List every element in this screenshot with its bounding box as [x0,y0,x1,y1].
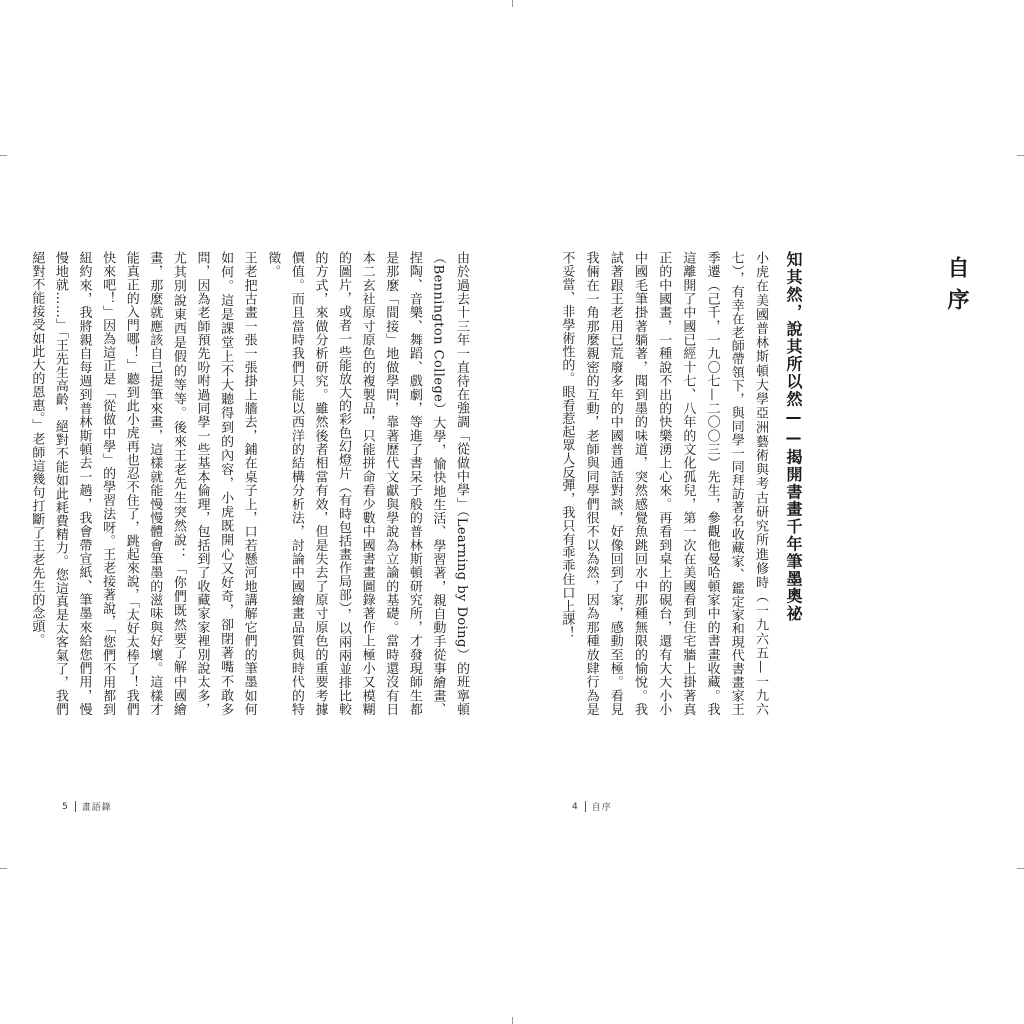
page-footer [62,800,112,813]
body-paragraph: 王老把古畫一張一張掛上牆去，鋪在桌子上，口若懸河地講解它們的筆墨如何如何。這是課堂上不大聽得到的內容，小虎既開心又好奇，卻閉著嘴不敢多問，因為老師預先吩咐過同學一些基本倫理，包括到了收藏家家裡別說太多，尤其別說東西是假的等等。後來王老先生突然說：「你們既然要了解中國繪畫，那麼就應該自己提筆來畫，這樣就能慢慢體會筆墨的滋味與好壞。這樣才能真正的入門哪！」聽到此小虎再也忍不住了，跳起來說，「太好太棒了！我們快來吧！」因為這正是「從做中學」的學習法呀。王老接著說，「您們不用都到紐約來，我將親自每週到普林斯頓去一趟，我會帶宣紙、筆墨來給您們用，慢慢地就……」「王先生高齡，絕對不能如此耗費精力。您這真是太客氣了，我們絕對不能接受如此大的恩惠。」老師這幾句打斷了王老先生的念頭。 [29,251,257,716]
chapter-heading: 知其然，說其所以然——揭開書畫千年筆墨奧祕 [784,251,803,623]
running-head: 畫語錄 [81,803,112,813]
section-title: 自序 [944,256,969,320]
page-number: 5 [62,801,69,812]
footer-divider [585,801,586,812]
right-page [512,0,1024,1024]
body-paragraph: 由於過去十三年一直待在強調「從做中學」（Learning by Doing）的班寧頓（Bennington College）大學，愉快地生活、學習著，親自動手從事繪畫、捏陶、音樂、舞蹈、戲劇，等進了書呆子般的普林斯頓研究所，才發現師生都是那麼「間接」地做學問，靠著歷代文獻與學說為立論的基礎。當時還沒有日本二玄社原寸原色的複製品，只能拼命看少數中國書畫圖錄著作上極小又模糊的圖片，或者一些能放大的彩色幻燈片（有時包括畫作局部），以兩兩並排比較的方式，來做分析研究。雖然後者相當有效，但是失去了原寸原色的重要考據價值。而且當時我們只能以西洋的結構分析法，討論中國繪畫品質與時代的特徵。 [265,251,469,716]
left-page-body [29,251,473,716]
page-number: 4 [572,801,579,812]
footer-divider [75,801,76,812]
body-paragraph: 小虎在美國普林斯頓大學亞洲藝術與考古研究所進修時（一九六五—一九六七），有幸在老師帶領下，與同學一同拜訪著名收藏家、鑑定家和現代書畫家王季遷（己千，一九〇七—二〇〇三）先生，參觀他曼哈頓家中的書畫收藏。我這離開了中國已經十七、八年的文化孤兒，第一次在美國看到住宅牆上掛著真正的中國畫，一種說不出的快樂湧上心來。再看到桌上的硯台，還有大大小小中國毛筆掛著躺著，聞到墨的味道，突然感覺魚跳回水中那種無限的愉悅。我試著跟王老用已荒廢多年的中國普通話對談，好像回到了家，感動至極。看見我倆在一角那麼親密的互動，老師與同學們很不以為然，因為那種放肆行為是不妥當、非學術性的。眼看惹起眾人反彈，我只有乖乖住口上課！ [559,251,768,716]
page-footer [572,800,612,813]
running-head: 自序 [591,803,612,813]
right-page-body [557,251,772,716]
